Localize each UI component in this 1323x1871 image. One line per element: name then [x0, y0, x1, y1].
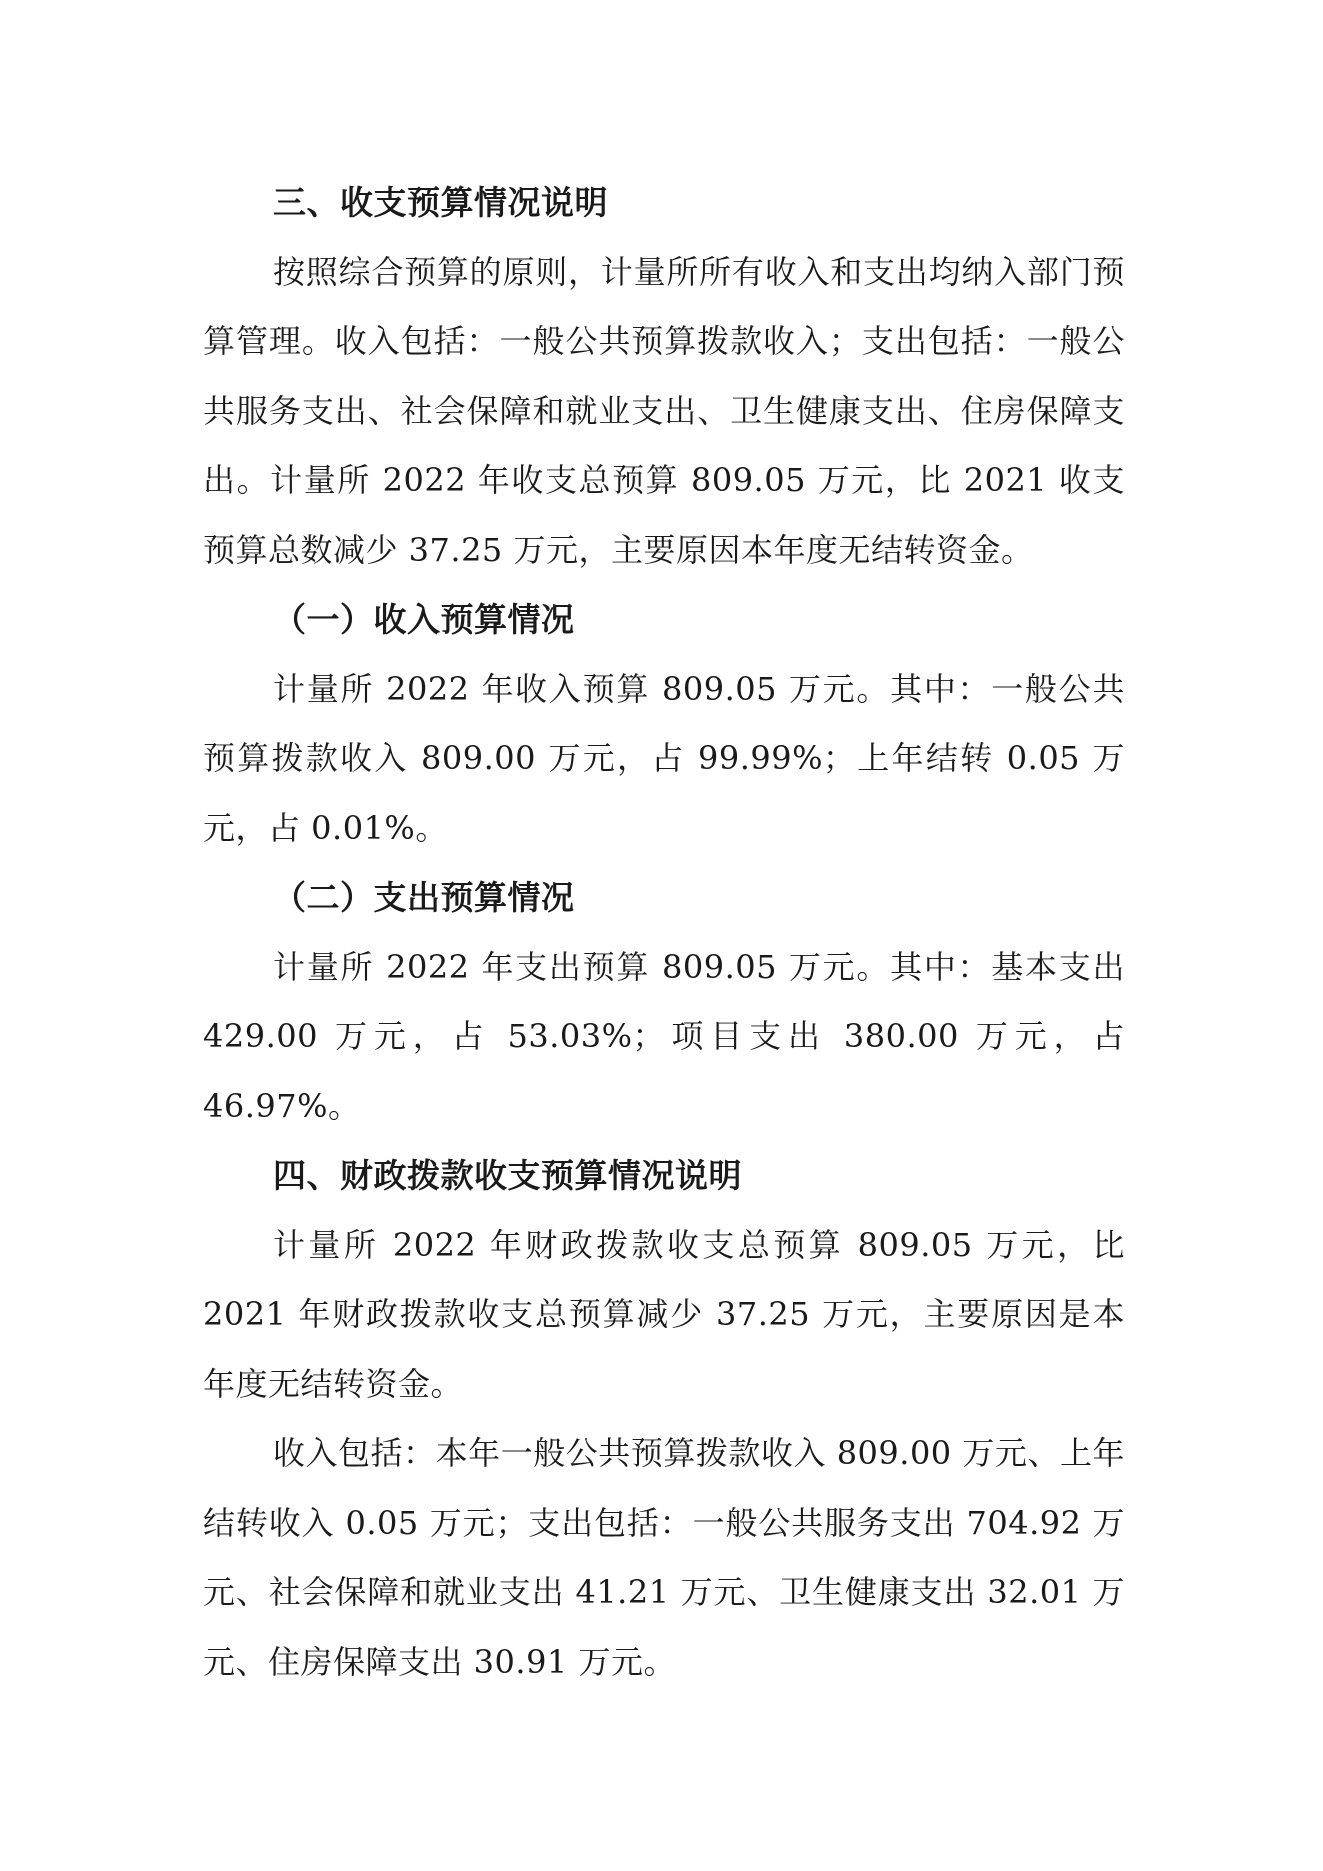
- section-3-paragraph: 按照综合预算的原则，计量所所有收入和支出均纳入部门预算管理。收入包括：一般公共预算拨款收入；支出包括：一般公共服务支出、社会保障和就业支出、卫生健康支出、住房保障支出。计量所 2022 年收支总预算 809.05 万元，比 2021 收支预算总数减少 37.25 万元，主要原因本年度无结转资金。: [203, 252, 1125, 569]
- section-4-paragraph-1: 计量所 2022 年财政拨款收支总预算 809.05 万元，比 2021 年财政拨款收支总预算减少 37.25 万元，主要原因是本年度无结转资金。: [203, 1225, 1125, 1403]
- section-heading-4: 四、财政拨款收支预算情况说明: [273, 1156, 742, 1195]
- document-body: [203, 168, 1125, 1697]
- subsection-heading-income: （一）收入预算情况: [273, 600, 575, 639]
- subsection-heading-expenditure: （二）支出预算情况: [273, 878, 575, 917]
- income-budget-paragraph: 计量所 2022 年收入预算 809.05 万元。其中：一般公共预算拨款收入 809.00 万元，占 99.99%；上年结转 0.05 万元，占 0.01%。: [203, 669, 1125, 847]
- expenditure-budget-paragraph: 计量所 2022 年支出预算 809.05 万元。其中：基本支出 429.00 万元，占 53.03%；项目支出 380.00 万元，占 46.97%。: [203, 947, 1125, 1125]
- section-4-paragraph-2: 收入包括：本年一般公共预算拨款收入 809.00 万元、上年结转收入 0.05 万元；支出包括：一般公共服务支出 704.92 万元、社会保障和就业支出 41.21 万元、卫生健康支出 32.01 万元、住房保障支出 30.91 万元。: [203, 1434, 1125, 1681]
- section-heading-3: 三、收支预算情况说明: [273, 183, 608, 222]
